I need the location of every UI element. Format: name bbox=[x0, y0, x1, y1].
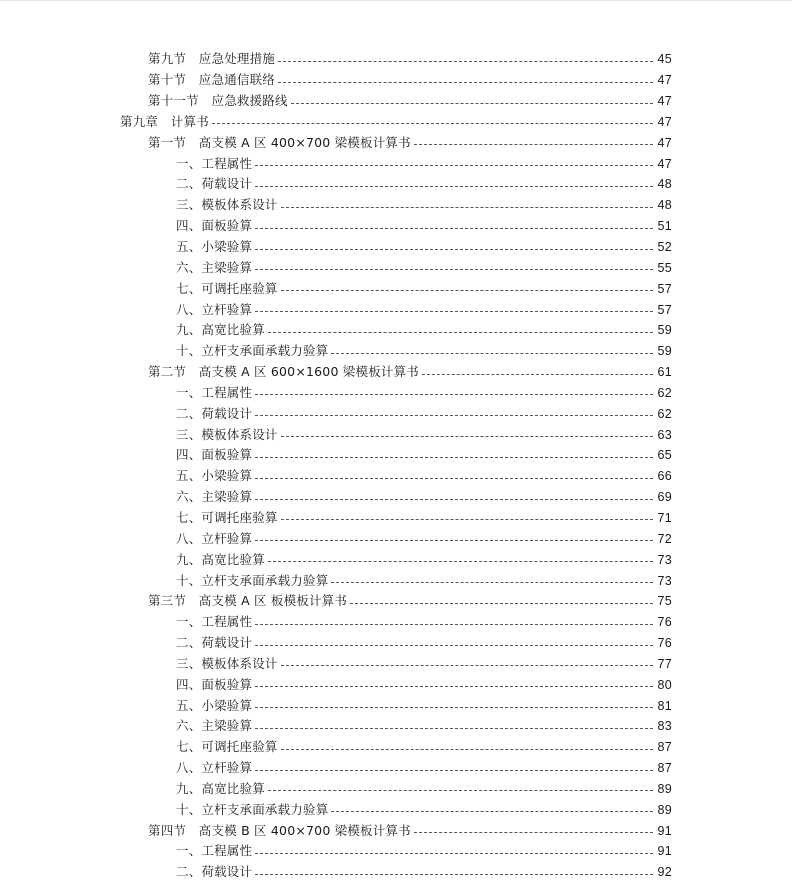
toc-dot-leader bbox=[278, 82, 653, 83]
table-of-contents bbox=[0, 49, 792, 883]
toc-dot-leader bbox=[331, 811, 653, 812]
toc-subsection-entry[interactable] bbox=[0, 466, 792, 487]
toc-page-number: 45 bbox=[657, 52, 672, 67]
toc-subsection-entry[interactable] bbox=[0, 528, 792, 549]
toc-subsection-entry[interactable] bbox=[0, 320, 792, 341]
toc-subsection-entry[interactable] bbox=[0, 174, 792, 195]
toc-subsection-entry[interactable] bbox=[0, 612, 792, 633]
toc-page-number: 73 bbox=[657, 552, 672, 567]
toc-page-number: 48 bbox=[657, 177, 672, 192]
toc-entry-title: 七、可调托座验算 bbox=[176, 509, 278, 525]
toc-page-number: 71 bbox=[657, 510, 672, 525]
toc-dot-leader bbox=[255, 707, 653, 708]
toc-subsection-entry[interactable] bbox=[0, 278, 792, 299]
toc-entry-title: 八、立杆验算 bbox=[176, 760, 253, 776]
toc-subsection-entry[interactable] bbox=[0, 341, 792, 362]
toc-entry-title: 六、主梁验算 bbox=[176, 259, 253, 275]
toc-page-number: 47 bbox=[657, 156, 672, 171]
toc-dot-leader bbox=[255, 645, 653, 646]
toc-dot-leader bbox=[414, 144, 653, 145]
toc-page-number: 76 bbox=[657, 636, 672, 651]
toc-page-number: 65 bbox=[657, 448, 672, 463]
toc-dot-leader bbox=[350, 603, 653, 604]
toc-section-entry[interactable] bbox=[0, 49, 792, 70]
toc-dot-leader bbox=[212, 123, 653, 124]
toc-subsection-entry[interactable] bbox=[0, 779, 792, 800]
toc-section-entry[interactable] bbox=[0, 132, 792, 153]
toc-page-number: 73 bbox=[657, 573, 672, 588]
toc-dot-leader bbox=[255, 624, 653, 625]
toc-dot-leader bbox=[255, 478, 653, 479]
toc-subsection-entry[interactable] bbox=[0, 653, 792, 674]
toc-dot-leader bbox=[291, 103, 653, 104]
toc-dot-leader bbox=[255, 457, 653, 458]
toc-chapter-entry[interactable] bbox=[0, 112, 792, 133]
toc-page-number: 75 bbox=[657, 594, 672, 609]
toc-dot-leader bbox=[255, 311, 653, 312]
toc-subsection-entry[interactable] bbox=[0, 549, 792, 570]
toc-entry-title: 十、立杆支承面承载力验算 bbox=[176, 572, 329, 588]
toc-entry-title: 第一节 高支模 A 区 400×700 梁模板计算书 bbox=[148, 134, 411, 150]
toc-dot-leader bbox=[255, 499, 653, 500]
toc-page-number: 47 bbox=[657, 135, 672, 150]
toc-entry-title: 一、工程属性 bbox=[176, 843, 253, 859]
toc-entry-title: 第四节 高支模 B 区 400×700 梁模板计算书 bbox=[148, 822, 411, 838]
toc-subsection-entry[interactable] bbox=[0, 299, 792, 320]
toc-dot-leader bbox=[414, 832, 653, 833]
toc-dot-leader bbox=[255, 853, 653, 854]
toc-page-number: 62 bbox=[657, 406, 672, 421]
toc-subsection-entry[interactable] bbox=[0, 758, 792, 779]
toc-dot-leader bbox=[268, 332, 653, 333]
toc-subsection-entry[interactable] bbox=[0, 195, 792, 216]
toc-page-number: 48 bbox=[657, 198, 672, 213]
toc-section-entry[interactable] bbox=[0, 591, 792, 612]
toc-page-number: 87 bbox=[657, 761, 672, 776]
toc-entry-title: 五、小梁验算 bbox=[176, 697, 253, 713]
toc-dot-leader bbox=[255, 686, 653, 687]
toc-entry-title: 六、主梁验算 bbox=[176, 489, 253, 505]
toc-page-number: 47 bbox=[657, 114, 672, 129]
toc-subsection-entry[interactable] bbox=[0, 216, 792, 237]
toc-subsection-entry[interactable] bbox=[0, 424, 792, 445]
toc-entry-title: 八、立杆验算 bbox=[176, 301, 253, 317]
toc-entry-title: 一、工程属性 bbox=[176, 155, 253, 171]
toc-subsection-entry[interactable] bbox=[0, 570, 792, 591]
toc-subsection-entry[interactable] bbox=[0, 508, 792, 529]
toc-dot-leader bbox=[331, 582, 653, 583]
toc-entry-title: 三、模板体系设计 bbox=[176, 197, 278, 213]
toc-section-entry[interactable] bbox=[0, 820, 792, 841]
toc-entry-title: 第九节 应急处理措施 bbox=[148, 51, 276, 67]
toc-dot-leader bbox=[255, 770, 653, 771]
toc-page-number: 63 bbox=[657, 427, 672, 442]
toc-entry-title: 五、小梁验算 bbox=[176, 468, 253, 484]
toc-dot-leader bbox=[255, 186, 653, 187]
page-top-border bbox=[0, 0, 792, 1]
toc-page-number: 52 bbox=[657, 240, 672, 255]
toc-page-number: 89 bbox=[657, 802, 672, 817]
toc-page-number: 81 bbox=[657, 698, 672, 713]
toc-dot-leader bbox=[255, 228, 653, 229]
toc-page-number: 76 bbox=[657, 615, 672, 630]
toc-page-number: 72 bbox=[657, 531, 672, 546]
toc-page-number: 51 bbox=[657, 219, 672, 234]
toc-entry-title: 二、荷载设计 bbox=[176, 635, 253, 651]
toc-entry-title: 一、工程属性 bbox=[176, 384, 253, 400]
toc-page-number: 55 bbox=[657, 260, 672, 275]
toc-entry-title: 七、可调托座验算 bbox=[176, 739, 278, 755]
toc-entry-title: 九、高宽比验算 bbox=[176, 551, 265, 567]
toc-subsection-entry[interactable] bbox=[0, 695, 792, 716]
toc-subsection-entry[interactable] bbox=[0, 633, 792, 654]
toc-entry-title: 第十节 应急通信联络 bbox=[148, 72, 276, 88]
toc-dot-leader bbox=[255, 415, 653, 416]
toc-subsection-entry[interactable] bbox=[0, 716, 792, 737]
toc-subsection-entry[interactable] bbox=[0, 799, 792, 820]
toc-entry-title: 一、工程属性 bbox=[176, 614, 253, 630]
toc-page-number: 66 bbox=[657, 469, 672, 484]
toc-page-number: 59 bbox=[657, 344, 672, 359]
toc-page-number: 89 bbox=[657, 781, 672, 796]
toc-section-entry[interactable] bbox=[0, 91, 792, 112]
toc-page-number: 87 bbox=[657, 740, 672, 755]
toc-entry-title: 八、立杆验算 bbox=[176, 530, 253, 546]
toc-subsection-entry[interactable] bbox=[0, 445, 792, 466]
toc-dot-leader bbox=[268, 790, 653, 791]
toc-entry-title: 二、荷载设计 bbox=[176, 176, 253, 192]
toc-dot-leader bbox=[281, 290, 653, 291]
toc-page-number: 91 bbox=[657, 823, 672, 838]
toc-entry-title: 二、荷载设计 bbox=[176, 405, 253, 421]
toc-entry-title: 十、立杆支承面承载力验算 bbox=[176, 343, 329, 359]
toc-dot-leader bbox=[281, 519, 653, 520]
toc-entry-title: 四、面板验算 bbox=[176, 447, 253, 463]
toc-page-number: 62 bbox=[657, 385, 672, 400]
toc-entry-title: 九、高宽比验算 bbox=[176, 322, 265, 338]
toc-dot-leader bbox=[255, 874, 653, 875]
toc-dot-leader bbox=[255, 249, 653, 250]
toc-dot-leader bbox=[331, 353, 653, 354]
toc-dot-leader bbox=[255, 540, 653, 541]
toc-page-number: 69 bbox=[657, 490, 672, 505]
toc-subsection-entry[interactable] bbox=[0, 737, 792, 758]
toc-dot-leader bbox=[281, 749, 653, 750]
toc-entry-title: 第九章 计算书 bbox=[120, 113, 209, 129]
toc-entry-title: 四、面板验算 bbox=[176, 218, 253, 234]
toc-subsection-entry[interactable] bbox=[0, 674, 792, 695]
toc-dot-leader bbox=[255, 165, 653, 166]
toc-dot-leader bbox=[255, 728, 653, 729]
toc-subsection-entry[interactable] bbox=[0, 153, 792, 174]
toc-dot-leader bbox=[281, 665, 653, 666]
toc-entry-title: 七、可调托座验算 bbox=[176, 280, 278, 296]
toc-entry-title: 三、模板体系设计 bbox=[176, 426, 278, 442]
toc-dot-leader bbox=[281, 436, 653, 437]
toc-subsection-entry[interactable] bbox=[0, 403, 792, 424]
toc-dot-leader bbox=[281, 207, 653, 208]
toc-subsection-entry[interactable] bbox=[0, 237, 792, 258]
toc-section-entry[interactable] bbox=[0, 362, 792, 383]
toc-section-entry[interactable] bbox=[0, 70, 792, 91]
toc-subsection-entry[interactable] bbox=[0, 383, 792, 404]
toc-entry-title: 四、面板验算 bbox=[176, 676, 253, 692]
toc-page-number: 59 bbox=[657, 323, 672, 338]
toc-page-number: 91 bbox=[657, 844, 672, 859]
toc-page-number: 77 bbox=[657, 656, 672, 671]
toc-page-number: 57 bbox=[657, 281, 672, 296]
toc-entry-title: 第二节 高支模 A 区 600×1600 梁模板计算书 bbox=[148, 364, 419, 380]
toc-dot-leader bbox=[422, 374, 653, 375]
toc-page-number: 57 bbox=[657, 302, 672, 317]
toc-page-number: 47 bbox=[657, 94, 672, 109]
toc-entry-title: 第十一节 应急救援路线 bbox=[148, 93, 288, 109]
toc-entry-title: 六、主梁验算 bbox=[176, 718, 253, 734]
toc-page-number: 92 bbox=[657, 865, 672, 880]
toc-subsection-entry[interactable] bbox=[0, 841, 792, 862]
toc-page-number: 47 bbox=[657, 73, 672, 88]
toc-page-number: 83 bbox=[657, 719, 672, 734]
toc-page-number: 61 bbox=[657, 365, 672, 380]
toc-subsection-entry[interactable] bbox=[0, 487, 792, 508]
toc-dot-leader bbox=[268, 561, 653, 562]
toc-entry-title: 九、高宽比验算 bbox=[176, 780, 265, 796]
toc-page-number: 80 bbox=[657, 677, 672, 692]
toc-dot-leader bbox=[278, 61, 653, 62]
toc-entry-title: 第三节 高支模 A 区 板模板计算书 bbox=[148, 593, 348, 609]
toc-entry-title: 十、立杆支承面承载力验算 bbox=[176, 801, 329, 817]
toc-subsection-entry[interactable] bbox=[0, 257, 792, 278]
toc-entry-title: 三、模板体系设计 bbox=[176, 655, 278, 671]
toc-dot-leader bbox=[255, 269, 653, 270]
toc-entry-title: 二、荷载设计 bbox=[176, 864, 253, 880]
toc-entry-title: 五、小梁验算 bbox=[176, 239, 253, 255]
toc-dot-leader bbox=[255, 394, 653, 395]
